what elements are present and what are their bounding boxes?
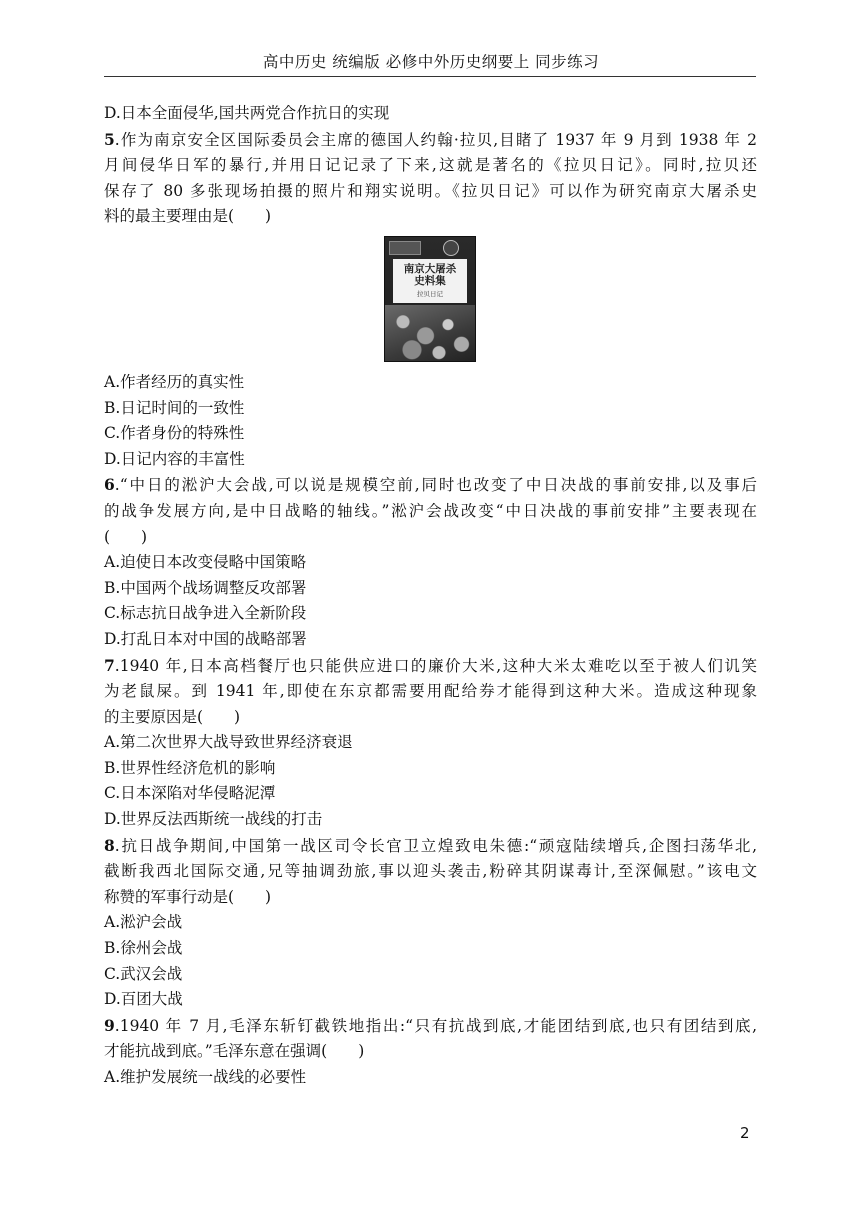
series-badge (389, 241, 421, 255)
option-c: C.标志抗日战争进入全新阶段 (104, 604, 307, 623)
question-number: 8 (104, 835, 115, 855)
page-content (104, 101, 757, 1091)
option-b: B.日记时间的一致性 (104, 398, 245, 417)
question-stem-line: 6.“中日的淞沪大会战,可以说是规模空前,同时也改变了中日决战的事前安排,以及事后 (104, 475, 757, 495)
question-stem-line: 才能抗战到底。”毛泽东意在强调( ) (104, 1042, 365, 1061)
question-number: 7 (104, 655, 115, 675)
cover-photo (385, 305, 475, 361)
question-stem-line: 的主要原因是( ) (104, 707, 241, 726)
option-d: D.打乱日本对中国的战略部署 (104, 629, 307, 648)
question-number: 9 (104, 1015, 115, 1035)
question-8 (104, 833, 757, 1013)
question-stem-line: 9.1940 年 7 月,毛泽东斩钉截铁地指出:“只有抗战到底,才能团结到底,也只有团结到底, (104, 1015, 757, 1035)
question-7 (104, 653, 757, 833)
option-a: A.第二次世界大战导致世界经济衰退 (104, 733, 353, 752)
question-stem-line: 料的最主要理由是( ) (104, 207, 272, 226)
prev-question-option-d: D.日本全面侵华,国共两党合作抗日的实现 (104, 104, 390, 122)
emblem-icon (443, 240, 459, 256)
question-stem-line: ( ) (104, 527, 148, 546)
option-a: A.迫使日本改变侵略中国策略 (104, 553, 307, 572)
option-c: C.日本深陷对华侵略泥潭 (104, 784, 276, 803)
option-d: D.世界反法西斯统一战线的打击 (104, 810, 323, 829)
option-a: A.维护发展统一战线的必要性 (104, 1068, 307, 1086)
question-stem-line: 5.作为南京安全区国际委员会主席的德国人约翰·拉贝,目睹了 1937 年 9 月到 1938 年 2 (104, 129, 757, 149)
option-b: B.中国两个战场调整反攻部署 (104, 578, 307, 597)
book-subtitle: 拉贝日记 (417, 289, 443, 298)
question-stem-line: 月间侵华日军的暴行,并用日记记录了下来,这就是著名的《拉贝日记》。同时,拉贝还 (104, 156, 757, 175)
page-number: 2 (740, 1124, 750, 1142)
question-5 (104, 127, 757, 473)
option-b: B.徐州会战 (104, 939, 183, 958)
option-d: D.百团大战 (104, 990, 183, 1009)
book-cover-image (384, 236, 476, 362)
option-d: D.日记内容的丰富性 (104, 449, 245, 468)
question-stem-line: 的战争发展方向,是中日战略的轴线。”淞沪会战改变“中日决战的事前安排”主要表现在 (104, 501, 757, 520)
book-title: 南京大屠杀 史料集 (403, 262, 457, 287)
option-c: C.武汉会战 (104, 964, 183, 983)
question-stem-line: 称赞的军事行动是( ) (104, 887, 272, 906)
option-a: A.作者经历的真实性 (104, 372, 245, 391)
option-a: A.淞沪会战 (104, 913, 183, 932)
question-stem-line: 保存了 80 多张现场拍摄的照片和翔实说明。《拉贝日记》可以作为研究南京大屠杀史 (104, 181, 757, 200)
page-header-title: 高中历史 统编版 必修中外历史纲要上 同步练习 (262, 53, 600, 71)
question-6 (104, 472, 757, 652)
question-number: 5 (104, 129, 115, 149)
question-number: 6 (104, 475, 115, 495)
question-9 (104, 1013, 757, 1091)
question-stem-line: 8.抗日战争期间,中国第一战区司令长官卫立煌致电朱德:“顽寇陆续增兵,企图扫荡华北, (104, 835, 757, 855)
option-b: B.世界性经济危机的影响 (104, 758, 276, 777)
question-stem-line: 截断我西北国际交通,兄等抽调劲旅,事以迎头袭击,粉碎其阴谋毒计,至深佩慰。”该电文 (104, 862, 757, 881)
header-divider (104, 76, 756, 77)
book-cover-figure (104, 236, 757, 364)
question-stem-line: 为老鼠屎。到 1941 年,即使在东京都需要用配给券才能得到这种大米。造成这种现象 (104, 682, 757, 701)
question-stem-line: 7.1940 年,日本高档餐厅也只能供应进口的廉价大米,这种大米太难吃以至于被人们讥笑 (104, 655, 757, 675)
option-c: C.作者身份的特殊性 (104, 424, 245, 443)
